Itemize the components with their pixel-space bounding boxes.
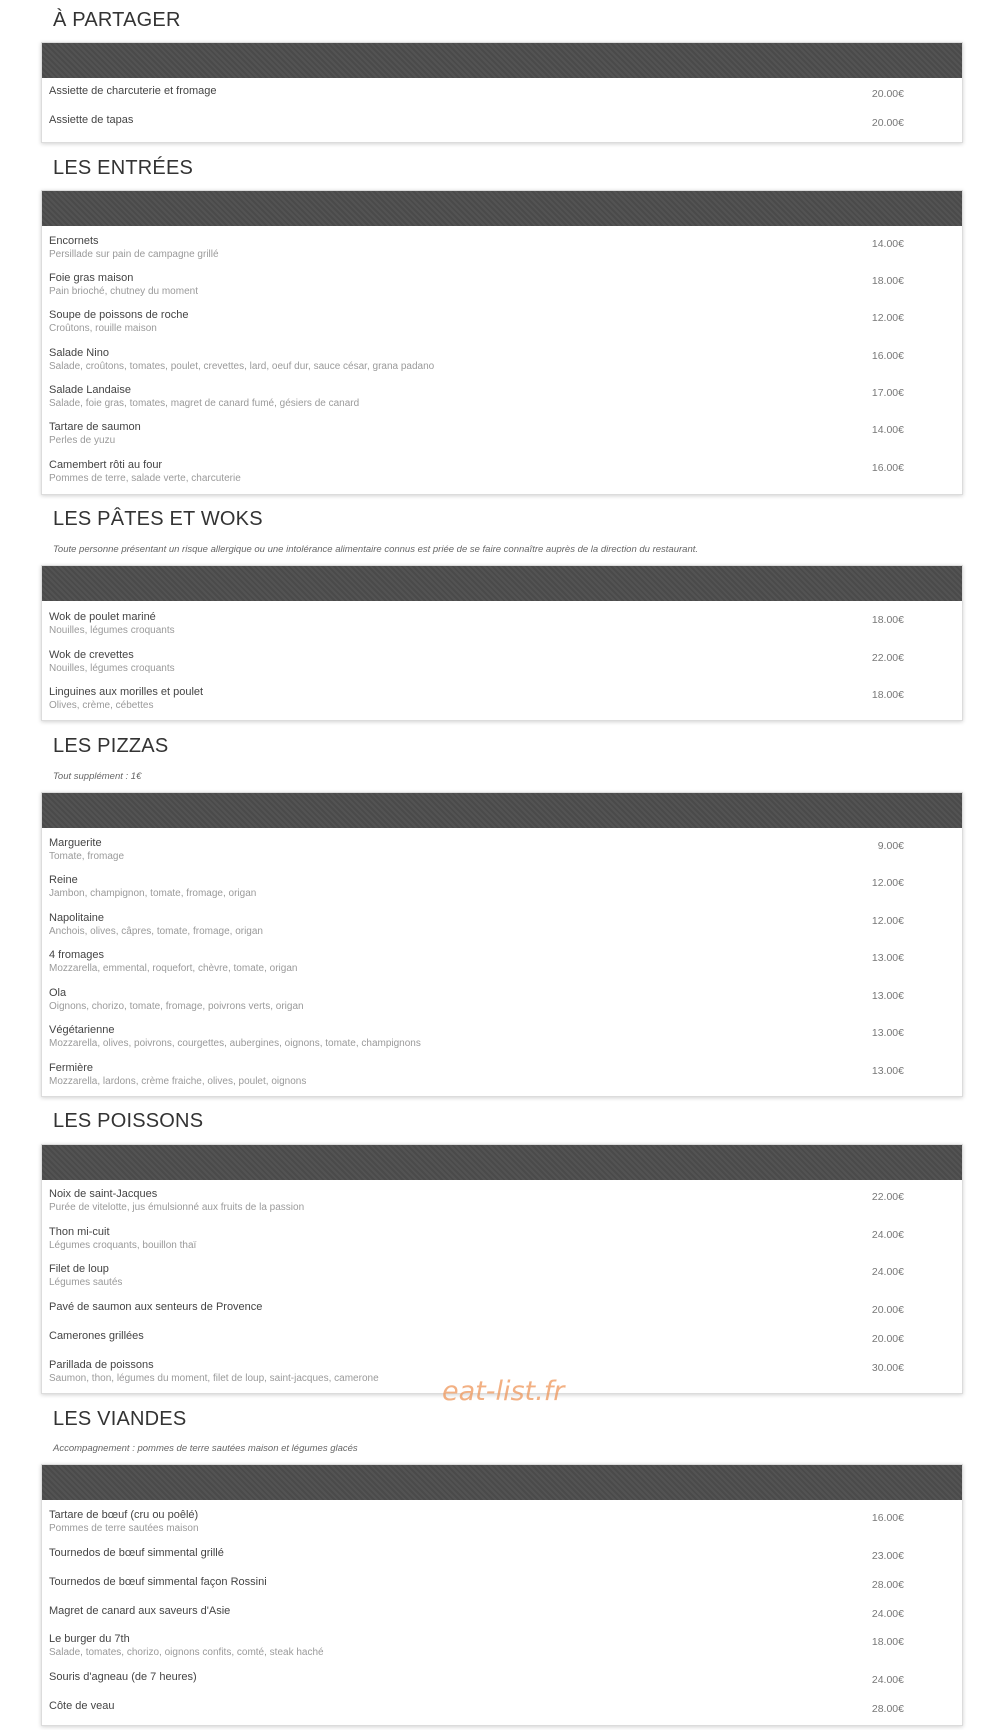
item-name: Végétarienne <box>49 1024 115 1036</box>
item-name: Tartare de bœuf (cru ou poêlé) <box>49 1509 199 1521</box>
menu-card <box>41 1144 963 1394</box>
item-name: Camerones grillées <box>49 1330 144 1342</box>
item-name: Salade Nino <box>49 347 109 359</box>
item-price: 20.00€ <box>871 1333 904 1345</box>
menu-item <box>42 611 962 641</box>
item-price: 12.00€ <box>871 877 904 889</box>
section-title: LES ENTRÉES <box>53 157 194 179</box>
item-description: Saumon, thon, légumes du moment, filet de loup, saint-jacques, camerone <box>49 1373 379 1384</box>
item-name: Côte de veau <box>49 1700 115 1712</box>
menu-item <box>42 1188 962 1218</box>
section-title: LES POISSONS <box>53 1110 204 1132</box>
item-price: 23.00€ <box>871 1550 904 1562</box>
item-price: 24.00€ <box>871 1674 904 1686</box>
item-price: 13.00€ <box>871 1027 904 1039</box>
item-price: 20.00€ <box>871 1304 904 1316</box>
card-header-bar <box>42 566 962 601</box>
menu-item <box>42 347 962 377</box>
item-name: Parillada de poissons <box>49 1359 154 1371</box>
item-name: Tournedos de bœuf simmental façon Rossini <box>49 1576 267 1588</box>
menu-card <box>41 565 963 721</box>
item-price: 9.00€ <box>877 840 904 852</box>
item-name: Pavé de saumon aux senteurs de Provence <box>49 1301 263 1313</box>
item-price: 24.00€ <box>871 1608 904 1620</box>
item-price: 18.00€ <box>871 275 904 287</box>
watermark: eat-list.fr <box>442 1376 565 1407</box>
card-header-bar <box>42 1145 962 1180</box>
menu-item <box>42 1633 962 1663</box>
item-description: Olives, crème, cébettes <box>49 700 154 711</box>
item-name: Tartare de saumon <box>49 421 141 433</box>
item-name: Ola <box>49 987 67 999</box>
item-description: Oignons, chorizo, tomate, fromage, poivrons verts, origan <box>49 1001 304 1012</box>
menu-item <box>42 1062 962 1092</box>
item-name: Assiette de charcuterie et fromage <box>49 85 217 97</box>
item-description: Purée de vitelotte, jus émulsionné aux fruits de la passion <box>49 1202 305 1213</box>
item-name: Fermière <box>49 1062 94 1074</box>
item-description: Nouilles, légumes croquants <box>49 625 175 636</box>
card-header-bar <box>42 1465 962 1500</box>
menu-item <box>42 649 962 679</box>
item-price: 24.00€ <box>871 1266 904 1278</box>
menu-item <box>42 912 962 942</box>
menu-item <box>42 235 962 265</box>
menu-item <box>42 1700 962 1730</box>
item-price: 16.00€ <box>871 462 904 474</box>
item-price: 13.00€ <box>871 952 904 964</box>
menu-card <box>41 792 963 1097</box>
item-name: Tournedos de bœuf simmental grillé <box>49 1547 224 1559</box>
item-description: Légumes sautés <box>49 1277 123 1288</box>
section-title: LES PIZZAS <box>53 735 169 757</box>
menu-item <box>42 1301 962 1331</box>
menu-item <box>42 1576 962 1606</box>
menu-item <box>42 686 962 716</box>
item-name: Filet de loup <box>49 1263 109 1275</box>
menu-item <box>42 459 962 489</box>
item-price: 24.00€ <box>871 1229 904 1241</box>
item-name: Encornets <box>49 235 99 247</box>
item-description: Anchois, olives, câpres, tomate, fromage, origan <box>49 926 263 937</box>
card-header-bar <box>42 191 962 226</box>
card-header-bar <box>42 43 962 78</box>
item-description: Pommes de terre sautées maison <box>49 1523 199 1534</box>
item-name: Soupe de poissons de roche <box>49 309 189 321</box>
item-price: 13.00€ <box>871 1065 904 1077</box>
item-price: 18.00€ <box>871 689 904 701</box>
menu-item <box>42 874 962 904</box>
item-name: Magret de canard aux saveurs d'Asie <box>49 1605 231 1617</box>
menu-item <box>42 1547 962 1577</box>
item-price: 20.00€ <box>871 88 904 100</box>
item-description: Nouilles, légumes croquants <box>49 663 175 674</box>
section-note: Toute personne présentant un risque allergique ou une intolérance alimentaire connus est priée de se faire connaître auprès de la direction du restaurant. <box>53 544 699 555</box>
item-name: Napolitaine <box>49 912 105 924</box>
menu-card <box>41 1464 963 1726</box>
menu-item <box>42 384 962 414</box>
item-name: Assiette de tapas <box>49 114 134 126</box>
item-price: 12.00€ <box>871 312 904 324</box>
item-name: Foie gras maison <box>49 272 134 284</box>
item-name: Noix de saint-Jacques <box>49 1188 158 1200</box>
item-price: 13.00€ <box>871 990 904 1002</box>
menu-item <box>42 837 962 867</box>
item-name: Salade Landaise <box>49 384 131 396</box>
section-note: Tout supplément : 1€ <box>53 771 142 782</box>
menu-item <box>42 987 962 1017</box>
item-price: 17.00€ <box>871 387 904 399</box>
item-description: Salade, tomates, chorizo, oignons confits, comté, steak haché <box>49 1647 324 1658</box>
item-description: Jambon, champignon, tomate, fromage, origan <box>49 888 257 899</box>
menu-item <box>42 272 962 302</box>
item-price: 22.00€ <box>871 1191 904 1203</box>
item-description: Pain brioché, chutney du moment <box>49 286 198 297</box>
item-description: Perles de yuzu <box>49 435 116 446</box>
item-price: 18.00€ <box>871 614 904 626</box>
menu-item <box>42 85 962 115</box>
item-description: Tomate, fromage <box>49 851 125 862</box>
menu-item <box>42 421 962 451</box>
section-title: À PARTAGER <box>53 9 181 31</box>
item-name: Linguines aux morilles et poulet <box>49 686 204 698</box>
menu-item <box>42 1226 962 1256</box>
item-description: Croûtons, rouille maison <box>49 323 157 334</box>
menu-item <box>42 1024 962 1054</box>
menu-card <box>41 190 963 495</box>
item-price: 14.00€ <box>871 424 904 436</box>
item-name: Wok de crevettes <box>49 649 134 661</box>
menu-item <box>42 1330 962 1360</box>
menu-item <box>42 309 962 339</box>
item-price: 20.00€ <box>871 117 904 129</box>
item-description: Salade, foie gras, tomates, magret de canard fumé, gésiers de canard <box>49 398 360 409</box>
item-price: 12.00€ <box>871 915 904 927</box>
item-price: 30.00€ <box>871 1362 904 1374</box>
item-price: 28.00€ <box>871 1703 904 1715</box>
item-price: 18.00€ <box>871 1636 904 1648</box>
item-price: 14.00€ <box>871 238 904 250</box>
item-description: Légumes croquants, bouillon thaï <box>49 1240 197 1251</box>
item-description: Salade, croûtons, tomates, poulet, crevettes, lard, oeuf dur, sauce césar, grana padano <box>49 361 435 372</box>
item-price: 16.00€ <box>871 1512 904 1524</box>
item-name: Wok de poulet mariné <box>49 611 156 623</box>
item-description: Pommes de terre, salade verte, charcuterie <box>49 473 241 484</box>
item-description: Mozzarella, emmental, roquefort, chèvre, tomate, origan <box>49 963 298 974</box>
menu-card <box>41 42 963 143</box>
menu-item <box>42 1263 962 1293</box>
item-name: Thon mi-cuit <box>49 1226 110 1238</box>
menu-item <box>42 114 962 144</box>
item-price: 28.00€ <box>871 1579 904 1591</box>
menu-item <box>42 1671 962 1701</box>
section-note: Accompagnement : pommes de terre sautées maison et légumes glacés <box>53 1443 358 1454</box>
menu-item <box>42 1509 962 1539</box>
item-name: Camembert rôti au four <box>49 459 163 471</box>
menu-item <box>42 949 962 979</box>
item-description: Mozzarella, lardons, crème fraiche, olives, poulet, oignons <box>49 1076 307 1087</box>
menu-item <box>42 1605 962 1635</box>
item-name: 4 fromages <box>49 949 105 961</box>
card-header-bar <box>42 793 962 828</box>
item-name: Souris d'agneau (de 7 heures) <box>49 1671 197 1683</box>
section-title: LES VIANDES <box>53 1408 187 1430</box>
section-title: LES PÂTES ET WOKS <box>53 508 263 530</box>
item-price: 16.00€ <box>871 350 904 362</box>
item-name: Le burger du 7th <box>49 1633 130 1645</box>
item-name: Reine <box>49 874 78 886</box>
item-description: Mozzarella, olives, poivrons, courgettes, aubergines, oignons, tomate, champignons <box>49 1038 421 1049</box>
item-name: Marguerite <box>49 837 102 849</box>
item-price: 22.00€ <box>871 652 904 664</box>
item-description: Persillade sur pain de campagne grillé <box>49 249 219 260</box>
